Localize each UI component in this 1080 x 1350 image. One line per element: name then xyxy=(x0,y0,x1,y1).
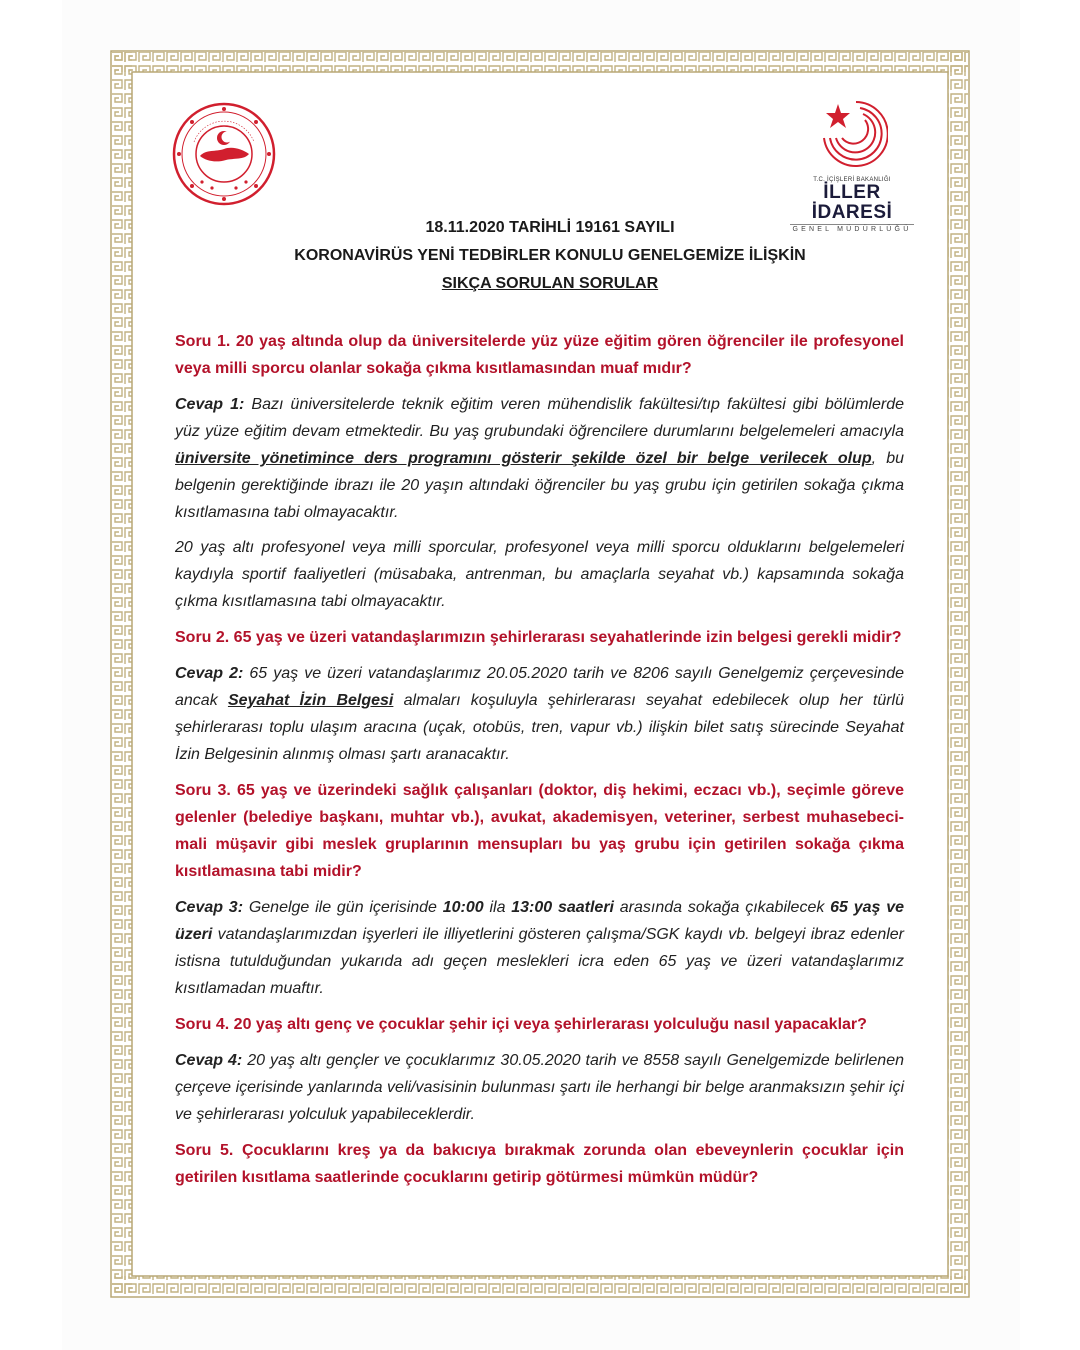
answer-3-text-b: ila xyxy=(483,899,512,916)
question-2: Soru 2. 65 yaş ve üzeri vatandaşlarımızın şehirlerarası seyahatlerinde izin belgesi gerekli midir? xyxy=(175,629,902,646)
faq-body xyxy=(175,328,904,1191)
question-1: Soru 1. 20 yaş altında olup da üniversitelerde yüz yüze eğitim gören öğrenciler ile profesyonel veya milli sporcu olanlar sokağa çıkma kısıtlamasından muaf mıdır? xyxy=(175,333,904,377)
question-5: Soru 5. Çocuklarını kreş ya da bakıcıya bırakmak zorunda olan ebeveynlerin çocuklar için getirilen kısıtlama saatlerinde çocuklarını getirip götürmesi mümkün müdür? xyxy=(175,1142,904,1186)
answer-3-text-d: vatandaşlarımızdan işyerleri ile illiyetlerini gösteren çalışma/SGK kaydı vb. belgeyi ibraz edenler istisna tutulduğundan yukarıda adı geçen meslekleri icra eden 65 yaş ve üzeri vatandaşlarımız kısıtlamadan muaftır. xyxy=(175,926,904,997)
heading-line-3: SIKÇA SORULAN SORULAR xyxy=(441,275,659,292)
answer-1-paragraph-2: 20 yaş altı profesyonel veya milli sporcular, profesyonel veya milli sporcu olduklarını belgelemeleri kaydıyla sportif faaliyetleri (müsabaka, antrenman, bu amaçlarla seyahat vb.) kapsamında sokağa çıkma kısıtlamasına tabi olmayacaktır. xyxy=(175,539,904,610)
logo-ministry-text: T.C. İÇİŞLERİ BAKANLIĞI xyxy=(813,177,891,183)
answer-3-label: Cevap 3: xyxy=(175,899,244,916)
document-heading xyxy=(110,214,990,298)
answer-4-text: 20 yaş altı gençler ve çocuklarımız 30.05.2020 tarih ve 8558 sayılı Genelgemizde belirlenen çerçeve içerisinde yanlarında veli/vasisinin bulunması şartı ile herhangi bir belge aranmaksızın şehir içi ve şehirlerarası yolculuk yapabileceklerdir. xyxy=(175,1052,904,1123)
document-page xyxy=(110,50,970,1298)
seal-emblem-icon xyxy=(172,102,276,206)
answer-3-text-c: arasında sokağa çıkabilecek xyxy=(614,899,831,916)
answer-4 xyxy=(175,1047,904,1128)
ministry-seal-logo xyxy=(172,102,276,211)
answer-2-emphasis: Seyahat İzin Belgesi xyxy=(227,692,394,709)
logo-title: İLLER İDARESİ xyxy=(811,182,893,223)
answer-1-label: Cevap 1: xyxy=(175,396,245,413)
logo-subtitle: GENEL MÜDÜRLÜĞÜ xyxy=(790,224,914,233)
crescent-star-icon xyxy=(816,98,888,170)
answer-4-label: Cevap 4: xyxy=(175,1052,243,1069)
answer-2-text-b: almaları koşuluyla şehirlerarası seyahat edebilecek olup her türlü şehirlerarası toplu ulaşım aracına (uçak, otobüs, tren, vapur vb.) ilişkin bilet satış sürecinde Seyahat İzin Belgesinin alınmış olması şartı aranacaktır. xyxy=(175,692,904,763)
answer-1-text-b: , bu belgenin gerektiğinde ibrazı ile 20 yaşın altındaki öğrenciler bu yaş grubu için getirilen sokağa çıkma kısıtlamasına tabi olmayacaktır. xyxy=(175,450,905,521)
answer-3 xyxy=(175,894,904,1002)
answer-1-emphasis: üniversite yönetimince ders programını gösterir şekilde özel bir belge verilecek olup xyxy=(175,450,872,467)
question-3: Soru 3. 65 yaş ve üzerindeki sağlık çalışanları (doktor, diş hekimi, eczacı vb.), seçimle göreve gelenler (belediye başkanı, muhtar vb.), avukat, akademisyen, veteriner, serbest muhasebeci-mali müşavir gibi meslek gruplarının mensupları bu yaş grubu için getirilen sokağa çıkma kısıtlamasına tabi midir? xyxy=(175,782,904,880)
answer-3-bold-2: 13:00 saatleri xyxy=(511,899,614,916)
answer-2-label: Cevap 2: xyxy=(175,665,244,682)
iller-idaresi-logo xyxy=(782,98,922,233)
answer-3-bold-1: 10:00 xyxy=(442,899,484,916)
answer-1-text-a: Bazı üniversitelerde teknik eğitim veren mühendislik fakültesi/tıp fakültesi gibi bölümlerde yüz yüze eğitim devam etmektedir. Bu yaş grubundaki öğrencilere durumlarını belgelemeleri amacıyla xyxy=(175,396,904,440)
answer-3-text-a: Genelge ile gün içerisinde xyxy=(243,899,443,916)
heading-line-2: KORONAVİRÜS YENİ TEDBİRLER KONULU GENELGEMİZE İLİŞKİN xyxy=(294,247,806,264)
heading-line-1: 18.11.2020 TARİHLİ 19161 SAYILI xyxy=(425,219,675,236)
answer-1 xyxy=(175,391,904,526)
question-4: Soru 4. 20 yaş altı genç ve çocuklar şehir içi veya şehirlerarası yolculuğu nasıl yapacaklar? xyxy=(175,1016,867,1033)
answer-2-text-a: 65 yaş ve üzeri vatandaşlarımız 20.05.2020 tarih ve 8206 sayılı Genelgemiz çerçevesinde ancak xyxy=(175,665,904,709)
answer-3-bold-3: 65 yaş ve üzeri xyxy=(175,899,904,943)
answer-2 xyxy=(175,660,904,768)
